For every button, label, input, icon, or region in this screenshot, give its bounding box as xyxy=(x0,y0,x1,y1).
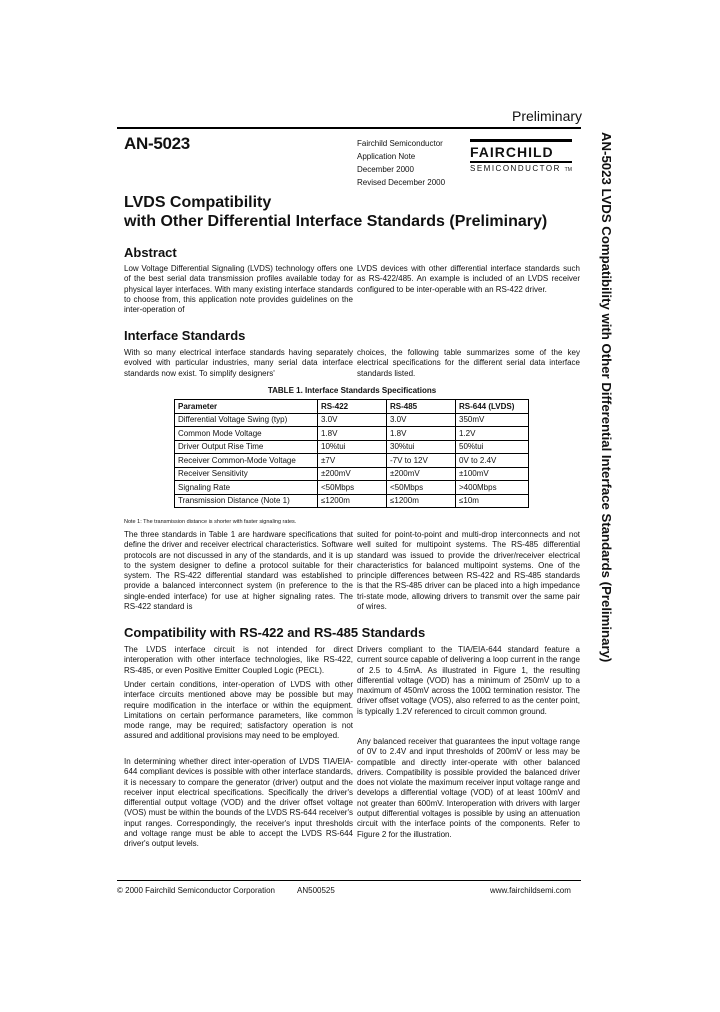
logo-word: FAIRCHILD xyxy=(470,144,554,160)
th-rs644: RS-644 (LVDS) xyxy=(456,400,529,414)
cell: Differential Voltage Swing (typ) xyxy=(175,413,318,427)
abstract-heading: Abstract xyxy=(124,245,177,260)
cell: Transmission Distance (Note 1) xyxy=(175,494,318,508)
table-row xyxy=(175,440,529,454)
footer-code: AN500525 xyxy=(297,886,335,895)
interface-right: choices, the following table summarizes some of the key electrical specifications for the different serial data interface standards listed. xyxy=(357,348,580,378)
body-left: The three standards in Table 1 are hardware specifications that define the driver and receiver electrical characteristics. Software protocols are not discussed in any of the standards, and it is up to the system designer to define a protocol suitable for their system. The RS-422 differential standard was established to provide a balanced interconnect system (in preference to the single-ended interface) for use at higher signaling rates. The RS-422 standard is xyxy=(124,530,353,612)
cell: 1.8V xyxy=(387,427,456,441)
cell: ±7V xyxy=(318,454,387,468)
table-row xyxy=(175,413,529,427)
cell: 3.0V xyxy=(387,413,456,427)
logo-sub xyxy=(470,164,582,173)
cell: 1.2V xyxy=(456,427,529,441)
logo-tm: TM xyxy=(564,167,572,173)
table-caption: TABLE 1. Interface Standards Specifications xyxy=(267,386,437,395)
title-line-2: with Other Differential Interface Standards (Preliminary) xyxy=(124,213,548,230)
cell: Receiver Common-Mode Voltage xyxy=(175,454,318,468)
preliminary-label: Preliminary xyxy=(512,108,583,124)
cell: ±200mV xyxy=(387,467,456,481)
cell: 3.0V xyxy=(318,413,387,427)
compat-left-3: In determining whether direct inter-operation of LVDS TIA/EIA-644 compliant devices is possible with other interface standards, it is necessary to compare the generator (driver) output and the receiver input electrical specifications. Specifically the driver's differential output voltage (VOD) and the driver offset voltage (VOS) must be within the bounds of the LVDS RS-644 receiver's input ranges. Correspondingly, the receiver's input thresholds and voltage range must be able to accept the LVDS RS-644 driver's output levels. xyxy=(124,757,353,849)
cell: ≤10m xyxy=(456,494,529,508)
compat-left-1: The LVDS interface circuit is not intended for direct interoperation with other interface technologies, like RS-422, RS-485, or even Positive Emitter Coupled Logic (PECL). xyxy=(124,645,353,675)
table-row xyxy=(175,427,529,441)
footer-rule xyxy=(117,880,581,881)
compat-left-2: Under certain conditions, inter-operation of LVDS with other interface circuits mentioned above may be possible but may require modification in the interface or within the equipment. Limitations on certain performance parameters, like common mode range, may be required; satisfactory operation is not assured and additional provisions may need to be employed. xyxy=(124,680,353,741)
page-title xyxy=(124,193,584,231)
cell: <50Mbps xyxy=(387,481,456,495)
body-right: suited for point-to-point and multi-drop interconnects and not well suited for multipoint systems. The RS-485 differential standard was issued to provide the driver/receiver electrical characteristics for balanced multipoint systems. One of the principle differences between RS-422 and RS-485 standards is that the RS-485 driver can be placed into a high impedance tri-state mode, allowing drivers to transmit over the same pair of wires. xyxy=(357,530,580,612)
footer-copyright: © 2000 Fairchild Semiconductor Corporation xyxy=(117,886,275,895)
th-parameter: Parameter xyxy=(175,400,318,414)
cell: Receiver Sensitivity xyxy=(175,467,318,481)
cell: 50%tui xyxy=(456,440,529,454)
cell: 30%tui xyxy=(387,440,456,454)
cell: 0V to 2.4V xyxy=(456,454,529,468)
logo-sub-text: SEMICONDUCTOR xyxy=(470,164,561,173)
abstract-left: Low Voltage Differential Signaling (LVDS) technology offers one of the best serial data transmission profiles available today for physical layer interfaces. With many existing interface standards to choose from, this application note provides guidelines on the inter-operation of xyxy=(124,264,353,315)
table-note: Note 1: The transmission distance is shorter with faster signaling rates. xyxy=(124,519,297,525)
compat-heading: Compatibility with RS-422 and RS-485 Standards xyxy=(124,625,426,640)
cell: <50Mbps xyxy=(318,481,387,495)
table-row xyxy=(175,467,529,481)
cell: Signaling Rate xyxy=(175,481,318,495)
side-title xyxy=(588,132,618,672)
cell: -7V to 12V xyxy=(387,454,456,468)
doc-meta xyxy=(357,137,462,189)
interface-heading: Interface Standards xyxy=(124,328,246,343)
meta-line: Application Note xyxy=(357,152,416,161)
table-row xyxy=(175,494,529,508)
cell: ≤1200m xyxy=(318,494,387,508)
meta-line: December 2000 xyxy=(357,165,414,174)
fairchild-logo xyxy=(470,139,582,173)
cell: 1.8V xyxy=(318,427,387,441)
header-rule xyxy=(117,127,581,129)
th-rs422: RS-422 xyxy=(318,400,387,414)
compat-right-1: Drivers compliant to the TIA/EIA-644 standard feature a current source capable of delivering a loop current in the range of 2.5 to 4.5mA. As illustrated in Figure 1, the resulting differential voltage (VOD) has a minimum of 250mV up to a maximum of 450mV across the 100Ω termination resistor. The driver offset voltage (VOS), also referred to as the center point, is typically 1.2V referenced to circuit common ground. xyxy=(357,645,580,716)
logo-bar xyxy=(470,161,572,163)
th-rs485: RS-485 xyxy=(387,400,456,414)
table-row xyxy=(175,481,529,495)
spec-table xyxy=(174,399,529,508)
footer-url[interactable]: www.fairchildsemi.com xyxy=(490,886,571,895)
table-row xyxy=(175,454,529,468)
cell: >400Mbps xyxy=(456,481,529,495)
cell: Driver Output Rise Time xyxy=(175,440,318,454)
compat-right-2: Any balanced receiver that guarantees the input voltage range of 0V to 2.4V and input thresholds of 200mV or less may be compatible and directly inter-operate with other balanced drivers. Compatibility is possible provided the balanced driver does not violate the maximum receiver input voltage range and develops a differential voltage (VOD) of at least 100mV and not greater than 600mV. Interoperation with drivers with larger output differential voltages is possible by using an attenuation circuit with the interface points of the components. Refer to Figure 2 for the illustration. xyxy=(357,737,580,839)
cell: ≤1200m xyxy=(387,494,456,508)
meta-line: Revised December 2000 xyxy=(357,178,446,187)
cell: 10%tui xyxy=(318,440,387,454)
doc-number: AN-5023 xyxy=(124,134,190,153)
logo-bar xyxy=(470,139,572,142)
abstract-right: LVDS devices with other differential interface standards such as RS-422/485. An example is included of an LVDS receiver configured to be inter-operable with an RS-422 driver. xyxy=(357,264,580,294)
table-header-row xyxy=(175,400,529,414)
cell: 350mV xyxy=(456,413,529,427)
meta-line: Fairchild Semiconductor xyxy=(357,139,443,148)
side-title-text: AN-5023 LVDS Compatibility with Other Differential Interface Standards (Preliminary) xyxy=(599,132,614,663)
title-line-1: LVDS Compatibility xyxy=(124,194,272,211)
cell: Common Mode Voltage xyxy=(175,427,318,441)
cell: ±100mV xyxy=(456,467,529,481)
interface-left: With so many electrical interface standards having separately evolved with particular industries, many serial data interface standards now exist. To simplify designers' xyxy=(124,348,353,378)
cell: ±200mV xyxy=(318,467,387,481)
